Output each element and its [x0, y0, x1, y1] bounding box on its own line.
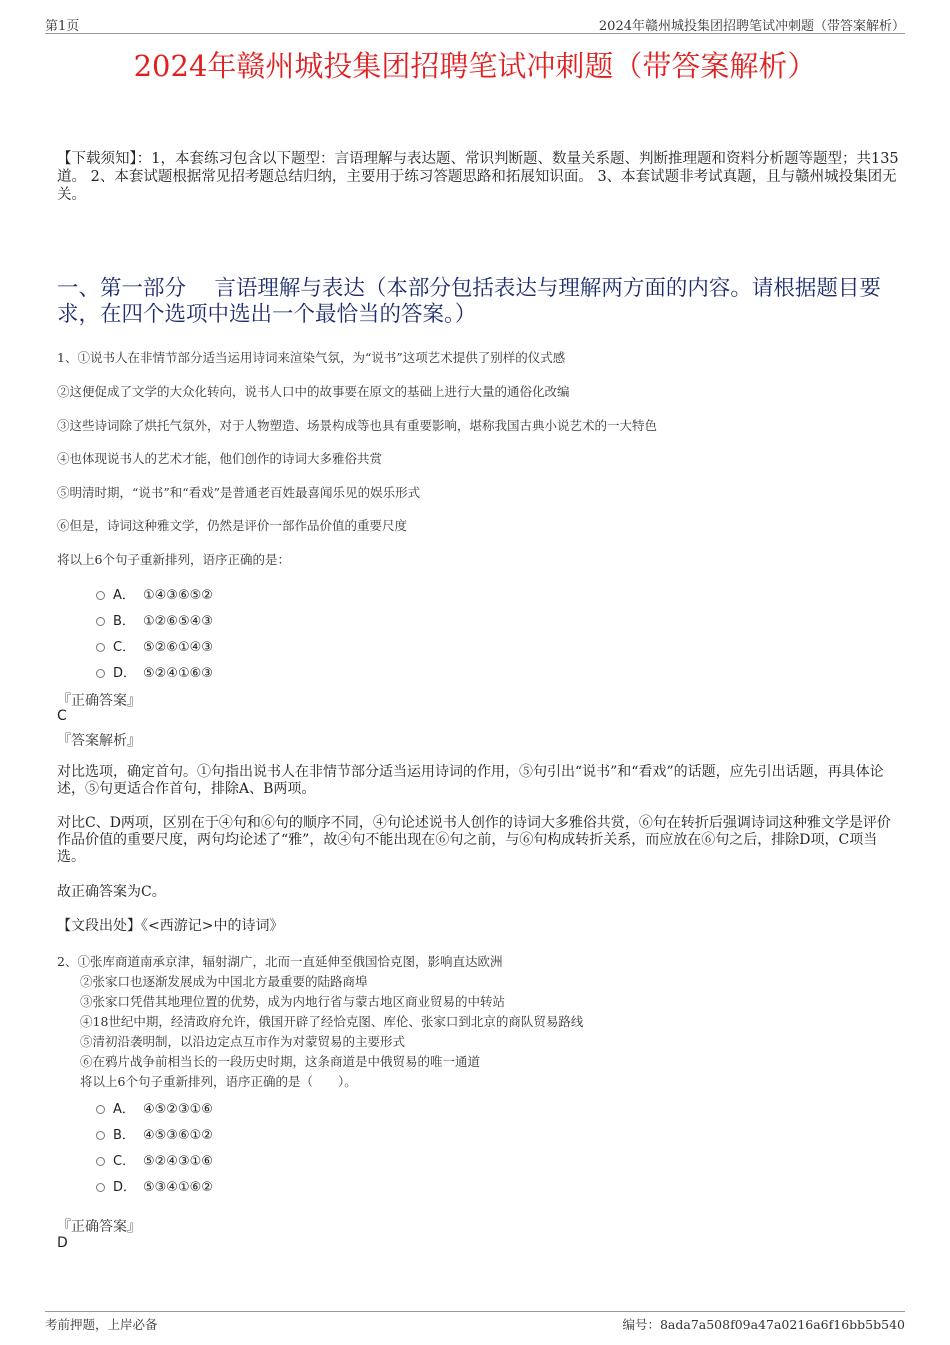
q1-option-a[interactable]	[96, 584, 213, 603]
radio-icon[interactable]	[96, 1157, 105, 1166]
q1-line-3: ③这些诗词除了烘托气氛外，对于人物塑造、场景构成等也具有重要影响，堪称我国古典小说艺术的一大特色	[57, 418, 658, 433]
q2-answer-label: 『正确答案』	[57, 1219, 141, 1235]
option-label: D．	[113, 666, 137, 681]
q1-option-d[interactable]	[96, 662, 213, 681]
q1-line-6: ⑥但是，诗词这种雅文学，仍然是评价一部作品价值的重要尺度	[57, 518, 408, 533]
q1-line-5: ⑤明清时期，“说书”和“看戏”是普通老百姓最喜闻乐见的娱乐形式	[57, 485, 421, 500]
q2-line-6: ⑥在鸦片战争前相当长的一段历史时期，这条商道是中俄贸易的唯一通道	[80, 1054, 481, 1069]
q1-answer-label: 『正确答案』	[57, 693, 141, 709]
header-doc-title: 2024年赣州城投集团招聘笔试冲刺题（带答案解析）	[598, 19, 905, 34]
option-label: C．	[113, 1154, 136, 1169]
option-label: B．	[113, 1128, 135, 1143]
q1-analysis-paragraph-1: 对比选项，确定首句。①句指出说书人在非情节部分适当运用诗词的作用，⑤句引出“说书”和“看戏”的话题，应先引出话题，再具体论述，⑤句更适合作首句，排除A、B两项。	[57, 764, 884, 797]
radio-icon[interactable]	[96, 591, 105, 600]
q1-line-4: ④也体现说书人的艺术才能，他们创作的诗词大多雅俗共赏	[57, 451, 383, 466]
q1-analysis-label: 『答案解析』	[57, 733, 141, 749]
radio-icon[interactable]	[96, 643, 105, 652]
q2-answer: D	[57, 1235, 68, 1251]
radio-icon[interactable]	[96, 1183, 105, 1192]
option-text: ⑤②④③①⑥	[143, 1154, 213, 1169]
radio-icon[interactable]	[96, 1105, 105, 1114]
q1-analysis-paragraph-2: 对比C、D两项，区别在于④句和⑥句的顺序不同，④句论述说书人创作的诗词大多雅俗共赏，⑥句在转折后强调诗词这种雅文学是评价作品价值的重要尺度，两句均论述了“雅”，故④句不能出现在⑥句之前，与⑥句构成转折关系，而应放在⑥句之后，排除D项，C项当选。	[57, 815, 891, 865]
q2-line-4: ④18世纪中期，经清政府允许，俄国开辟了经恰克图、库伦、张家口到北京的商队贸易路线	[80, 1014, 584, 1029]
option-label: A．	[113, 588, 135, 603]
option-text: ⑤②④①⑥③	[143, 666, 213, 681]
q1-line-1: 1、①说书人在非情节部分适当运用诗词来渲染气氛，为“说书”这项艺术提供了别样的仪式感	[57, 350, 566, 365]
q1-prompt: 将以上6个句子重新排列，语序正确的是：	[57, 552, 290, 567]
document-title: 2024年赣州城投集团招聘笔试冲刺题（带答案解析）	[133, 49, 817, 83]
q1-option-c[interactable]	[96, 636, 213, 655]
header-rule	[45, 33, 905, 34]
q2-option-a[interactable]	[96, 1098, 213, 1117]
page-number: 第1页	[45, 19, 80, 34]
q2-option-d[interactable]	[96, 1176, 213, 1195]
footer-rule	[45, 1311, 905, 1312]
option-label: B．	[113, 614, 135, 629]
option-label: D．	[113, 1180, 137, 1195]
section-heading: 一、第一部分 言语理解与表达（本部分包括表达与理解两方面的内容。请根据题目要求，在四个选项中选出一个最恰当的答案。）	[57, 276, 881, 327]
q1-source: 【文段出处】《<西游记>中的诗词》	[57, 918, 284, 934]
option-text: ①②⑥⑤④③	[143, 614, 213, 629]
option-text: ①④③⑥⑤②	[143, 588, 213, 603]
option-text: ④⑤②③①⑥	[143, 1102, 213, 1117]
option-text: ⑤③④①⑥②	[143, 1180, 213, 1195]
q2-line-5: ⑤清初沿袭明制，以沿边定点互市作为对蒙贸易的主要形式	[80, 1034, 406, 1049]
q2-prompt: 将以上6个句子重新排列，语序正确的是（ ）。	[80, 1074, 357, 1089]
radio-icon[interactable]	[96, 617, 105, 626]
download-notice: 【下载须知】：1，本套练习包含以下题型：言语理解与表达题、常识判断题、数量关系题、判断推理题和资料分析题等题型；共135道。 2、本套试题根据常见招考题总结归纳，主要用于练习答题思路和拓展知识面。 3、本套试题非考试真题，且与赣州城投集团无关。	[57, 151, 899, 203]
radio-icon[interactable]	[96, 1131, 105, 1140]
q2-option-b[interactable]	[96, 1124, 213, 1143]
q2-line-3: ③张家口凭借其地理位置的优势，成为内地行省与蒙古地区商业贸易的中转站	[80, 994, 506, 1009]
q2-option-c[interactable]	[96, 1150, 213, 1169]
footer-slogan: 考前押题，上岸必备	[45, 1317, 158, 1332]
q1-option-b[interactable]	[96, 610, 213, 629]
q1-analysis-paragraph-3: 故正确答案为C。	[57, 884, 166, 900]
option-text: ⑤②⑥①④③	[143, 640, 213, 655]
q1-line-2: ②这便促成了文学的大众化转向，说书人口中的故事要在原文的基础上进行大量的通俗化改编	[57, 384, 570, 399]
radio-icon[interactable]	[96, 669, 105, 678]
option-label: C．	[113, 640, 136, 655]
q1-answer: C	[57, 708, 67, 724]
q2-line-1: 2、①张库商道南承京津，辐射湖广，北而一直延伸至俄国恰克图，影响直达欧洲	[57, 954, 503, 969]
option-label: A．	[113, 1102, 135, 1117]
q2-line-2: ②张家口也逐渐发展成为中国北方最重要的陆路商埠	[80, 974, 368, 989]
option-text: ④⑤③⑥①②	[143, 1128, 213, 1143]
footer-serial: 编号：8ada7a508f09a47a0216a6f16bb5b540	[622, 1317, 905, 1332]
